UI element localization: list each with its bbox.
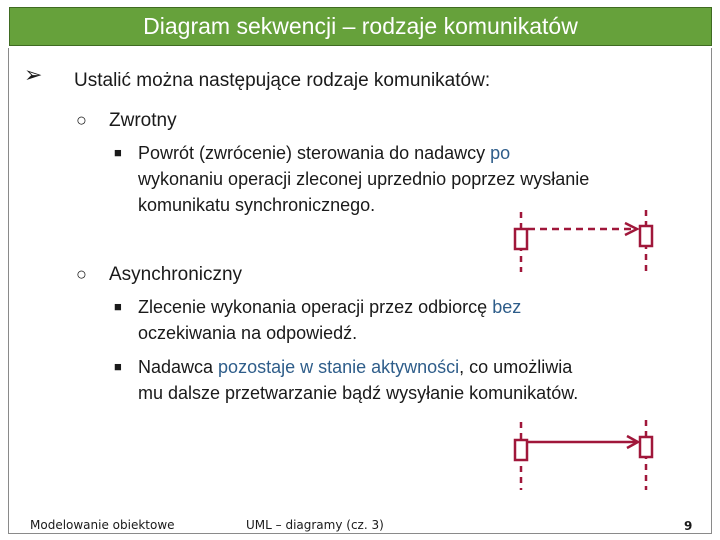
slide-title-text: Diagram sekwencji – rodzaje komunikatów xyxy=(143,13,578,39)
item-heading-zwrotny: Zwrotny xyxy=(109,110,177,131)
receiver-activation xyxy=(640,226,652,246)
point-text: Nadawca pozostaje w stanie aktywności, co umożliwia mu dalsze przetwarzanie bądź wysyłanie komunikatów. xyxy=(138,357,579,403)
point-text: Powrót (zwrócenie) sterowania do nadawcy po wykonaniu operacji zleconej uprzednio poprzez wysłanie komunikatu synchronicznego. xyxy=(138,143,590,215)
sender-activation xyxy=(515,229,527,249)
slide-title xyxy=(9,7,712,46)
return-message-diagram xyxy=(500,208,670,274)
sender-activation xyxy=(515,440,527,460)
circle-bullet-icon: ○ xyxy=(76,110,87,130)
receiver-activation xyxy=(640,437,652,457)
square-bullet-icon: ■ xyxy=(114,145,122,160)
square-bullet-icon: ■ xyxy=(114,359,122,374)
square-bullet-icon: ■ xyxy=(114,299,122,314)
point-text: Zlecenie wykonania operacji przez odbiorcę bez oczekiwania na odpowiedź. xyxy=(138,297,522,343)
footer-left: Modelowanie obiektowe xyxy=(30,518,175,532)
circle-bullet-icon: ○ xyxy=(76,264,87,284)
arrow-bullet-icon: ➢ xyxy=(24,62,43,87)
item-heading-asynchroniczny: Asynchroniczny xyxy=(109,264,243,285)
footer-center: UML – diagramy (cz. 3) xyxy=(246,518,384,532)
intro-text: Ustalić można następujące rodzaje komunikatów: xyxy=(74,70,491,91)
page-number: 9 xyxy=(684,519,693,533)
async-message-diagram xyxy=(500,418,670,494)
